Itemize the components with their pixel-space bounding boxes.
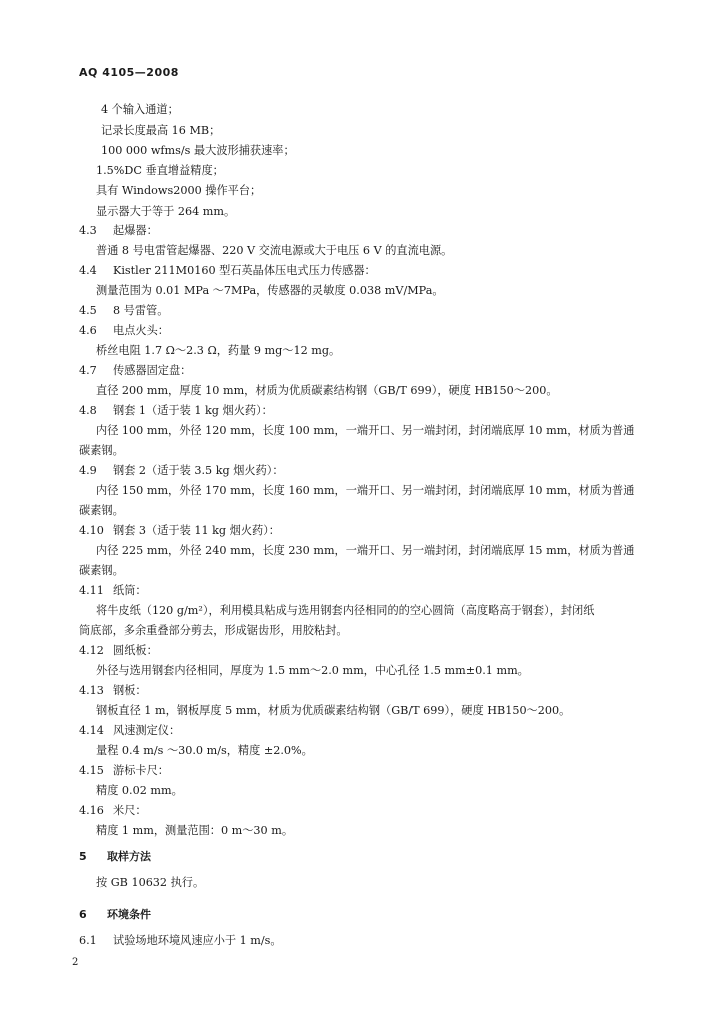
clause-number: 4.7 [79, 364, 97, 377]
clause-title: 钢套 1（适于装 1 kg 烟火药）： [113, 404, 273, 417]
clause-body: 钢板直径 1 m，钢板厚度 5 mm，材质为优质碳素结构钢（GB/T 699），硬度 HB150～200。 [96, 704, 571, 717]
clause-number: 4.12 [79, 644, 104, 657]
clause-body: 筒底部，多余重叠部分剪去，形成锯齿形，用胶粘封。 [79, 624, 348, 637]
clause-body: 桥丝电阻 1.7 Ω～2.3 Ω，药量 9 mg～12 mg。 [96, 344, 341, 357]
section-title: 环境条件 [107, 908, 151, 921]
clause-body: 外径与选用钢套内径相同，厚度为 1.5 mm～2.0 mm，中心孔径 1.5 mm±0.1 mm。 [96, 664, 529, 677]
clause-body: 内径 100 mm，外径 120 mm，长度 100 mm，一端开口、另一端封闭，封闭端底厚 10 mm，材质为普通 [96, 424, 635, 437]
clause-heading [79, 364, 191, 378]
clause-heading [79, 464, 284, 478]
clause-title: 传感器固定盘： [113, 364, 192, 377]
clause-title: 风速测定仪： [113, 724, 181, 737]
clause-title: 起爆器： [113, 224, 158, 237]
clause-heading [79, 934, 282, 948]
list-item: 显示器大于等于 264 mm。 [96, 205, 236, 218]
clause-body: 测量范围为 0.01 MPa ～7MPa，传感器的灵敏度 0.038 mV/MPa。 [96, 284, 444, 297]
section-body: 按 GB 10632 执行。 [96, 876, 205, 889]
clause-title: 圆纸板： [113, 644, 158, 657]
clause-number: 4.6 [79, 324, 97, 337]
list-item: 4 个输入通道； [101, 103, 179, 116]
clause-body: 试验场地环境风速应小于 1 m/s。 [113, 934, 282, 947]
clause-heading [79, 524, 280, 538]
clause-body: 精度 1 mm，测量范围：0 m～30 m。 [96, 824, 294, 837]
clause-body: 量程 0.4 m/s ～30.0 m/s，精度 ±2.0%。 [96, 744, 313, 757]
clause-body: 将牛皮纸（120 g/m²），利用模具粘成与选用钢套内径相同的的空心圆筒（高度略高于钢套），封闭纸 [96, 604, 595, 617]
clause-number: 4.9 [79, 464, 97, 477]
section-heading [79, 906, 151, 922]
clause-heading [79, 644, 158, 658]
clause-heading [79, 724, 180, 738]
list-item: 1.5%DC 垂直增益精度； [96, 164, 224, 177]
clause-body: 内径 150 mm，外径 170 mm，长度 160 mm，一端开口、另一端封闭，封闭端底厚 10 mm，材质为普通 [96, 484, 635, 497]
clause-number: 4.8 [79, 404, 97, 417]
clause-body: 碳素钢。 [79, 564, 124, 577]
clause-number: 4.16 [79, 804, 104, 817]
clause-body: 普通 8 号电雷管起爆器、220 V 交流电源或大于电压 6 V 的直流电源。 [96, 244, 453, 257]
section-number: 6 [79, 908, 87, 921]
clause-title: 钢套 2（适于装 3.5 kg 烟火药）： [113, 464, 284, 477]
clause-body: 碳素钢。 [79, 504, 124, 517]
clause-heading [79, 304, 168, 318]
clause-number: 4.10 [79, 524, 104, 537]
clause-body: 碳素钢。 [79, 444, 124, 457]
clause-title: 钢板： [113, 684, 147, 697]
clause-body: 直径 200 mm，厚度 10 mm，材质为优质碳素结构钢（GB/T 699），硬度 HB150～200。 [96, 384, 558, 397]
clause-title: Kistler 211M0160 型石英晶体压电式压力传感器： [113, 264, 376, 277]
clause-heading [79, 264, 376, 278]
clause-number: 4.11 [79, 584, 104, 597]
clause-number: 6.1 [79, 934, 97, 947]
clause-title: 8 号雷管。 [113, 304, 169, 317]
clause-title: 游标卡尺： [113, 764, 169, 777]
clause-number: 4.15 [79, 764, 104, 777]
clause-title: 米尺： [113, 804, 147, 817]
clause-number: 4.4 [79, 264, 97, 277]
clause-heading [79, 324, 169, 338]
list-item: 记录长度最高 16 MB； [101, 124, 221, 137]
clause-number: 4.13 [79, 684, 104, 697]
clause-body: 内径 225 mm，外径 240 mm，长度 230 mm，一端开口、另一端封闭，封闭端底厚 15 mm，材质为普通 [96, 544, 635, 557]
clause-number: 4.5 [79, 304, 97, 317]
clause-heading [79, 224, 158, 238]
clause-title: 电点火头： [113, 324, 169, 337]
clause-heading [79, 684, 147, 698]
clause-heading [79, 584, 147, 598]
clause-heading [79, 764, 169, 778]
section-title: 取样方法 [107, 850, 151, 863]
clause-title: 钢套 3（适于装 11 kg 烟火药）： [113, 524, 280, 537]
clause-heading [79, 404, 273, 418]
section-number: 5 [79, 850, 87, 863]
list-item: 100 000 wfms/s 最大波形捕获速率； [101, 144, 295, 157]
clause-title: 纸筒： [113, 584, 147, 597]
clause-body: 精度 0.02 mm。 [96, 784, 183, 797]
clause-number: 4.3 [79, 224, 97, 237]
page-number: 2 [72, 957, 79, 968]
clause-heading [79, 804, 147, 818]
list-item: 具有 Windows2000 操作平台； [96, 184, 262, 197]
standard-code-header: AQ 4105—2008 [79, 66, 179, 79]
section-heading [79, 848, 151, 864]
clause-number: 4.14 [79, 724, 104, 737]
